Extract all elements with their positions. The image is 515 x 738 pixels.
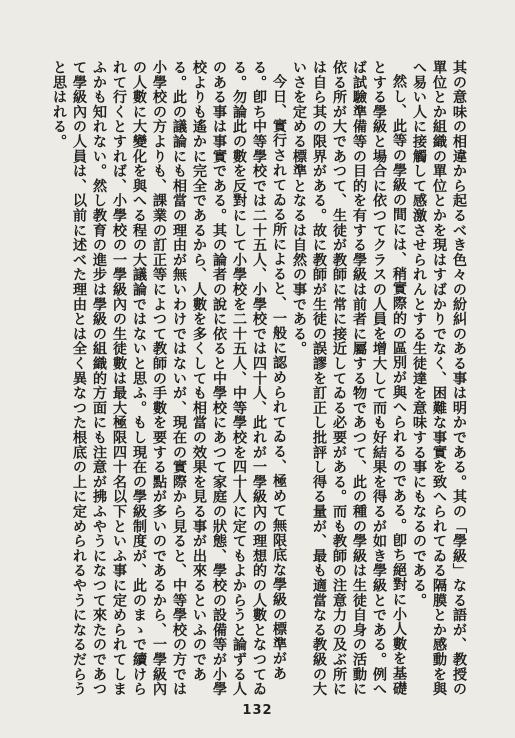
paragraph-2: 然し、此等の學級の間には、稍實際的の區別が與へられるのである。卽ち絕對に小人數を基礎とする學級と場合に依つてクラスの人員を增大して而も好結果を得るが如き學級とである。例へば試驗準備等の目的を有する學級は前者に屬する物であつて、此の種の學級は生徒自身の活動に依る所が大であつて、生徒が教師に常に接近してゐる必要がある。而も教師の注意力の及ぶ所には自ら其の限界がある。故に教師が生徒の誤謬を訂正し批評し得る量が、最も適當なる教級の大いさを定める標準となるは自然の事である。: [291, 60, 407, 697]
paragraph-3: 今日、實行されてゐる所によると、一般に認められてゐる、極めて無限底な學級の標準がある。卽ち中等學校では二十五人、小學校では四十人、此れが一學級內の理想的の人數となつてゐる。勿論此の數を反對にして小學校を二十五人、中等學校を四十人に定てもよからうと論ずる人のある事は事實である。其の論者の說に依ると中學校にあつて家庭の狀態、學校の設備等が小學校よりも遙かに完全であるから、人數を多くしても相當の效果を見る事が出來るといふのである。此の議論にも相當の理由が無いわけではないが、現在の實際から見ると、中等學校の方では小學校の方よりも、課業の訂正等によつて教師の手數を要する點が多いのであるから、一學級內の人數に大變化を與へる程の大議論ではないと思ふ。もし現在の學級制度が、此のまゝで續けられて行くとすれば、小學校の一學級內の生徒數は最大極限四十名以下といふ事に定められてしまふかも知れない。然し教育の進步は學級の組織的方面にも注意が拂ふやうになつて來たのであつて學級內の人員は、以前に述べた理由とは全く異なつた根底の上に定められるやうになるだらうと思はれる。: [51, 60, 287, 697]
page-number: 132: [242, 703, 273, 718]
paragraph-1: 其の意味の相違から起るべき色々の紛糾のある事は明かである。其の「學級」なる語が、教授の單位とか組織の單位とかを現はすばかりでなく、困難な事實を致へられてゐる隔膜とか感動を與へ易い人に接觸して感激させられんとする生徒達を意味する事にもなるのである。: [411, 60, 467, 697]
vertical-text-block: [38, 60, 469, 705]
